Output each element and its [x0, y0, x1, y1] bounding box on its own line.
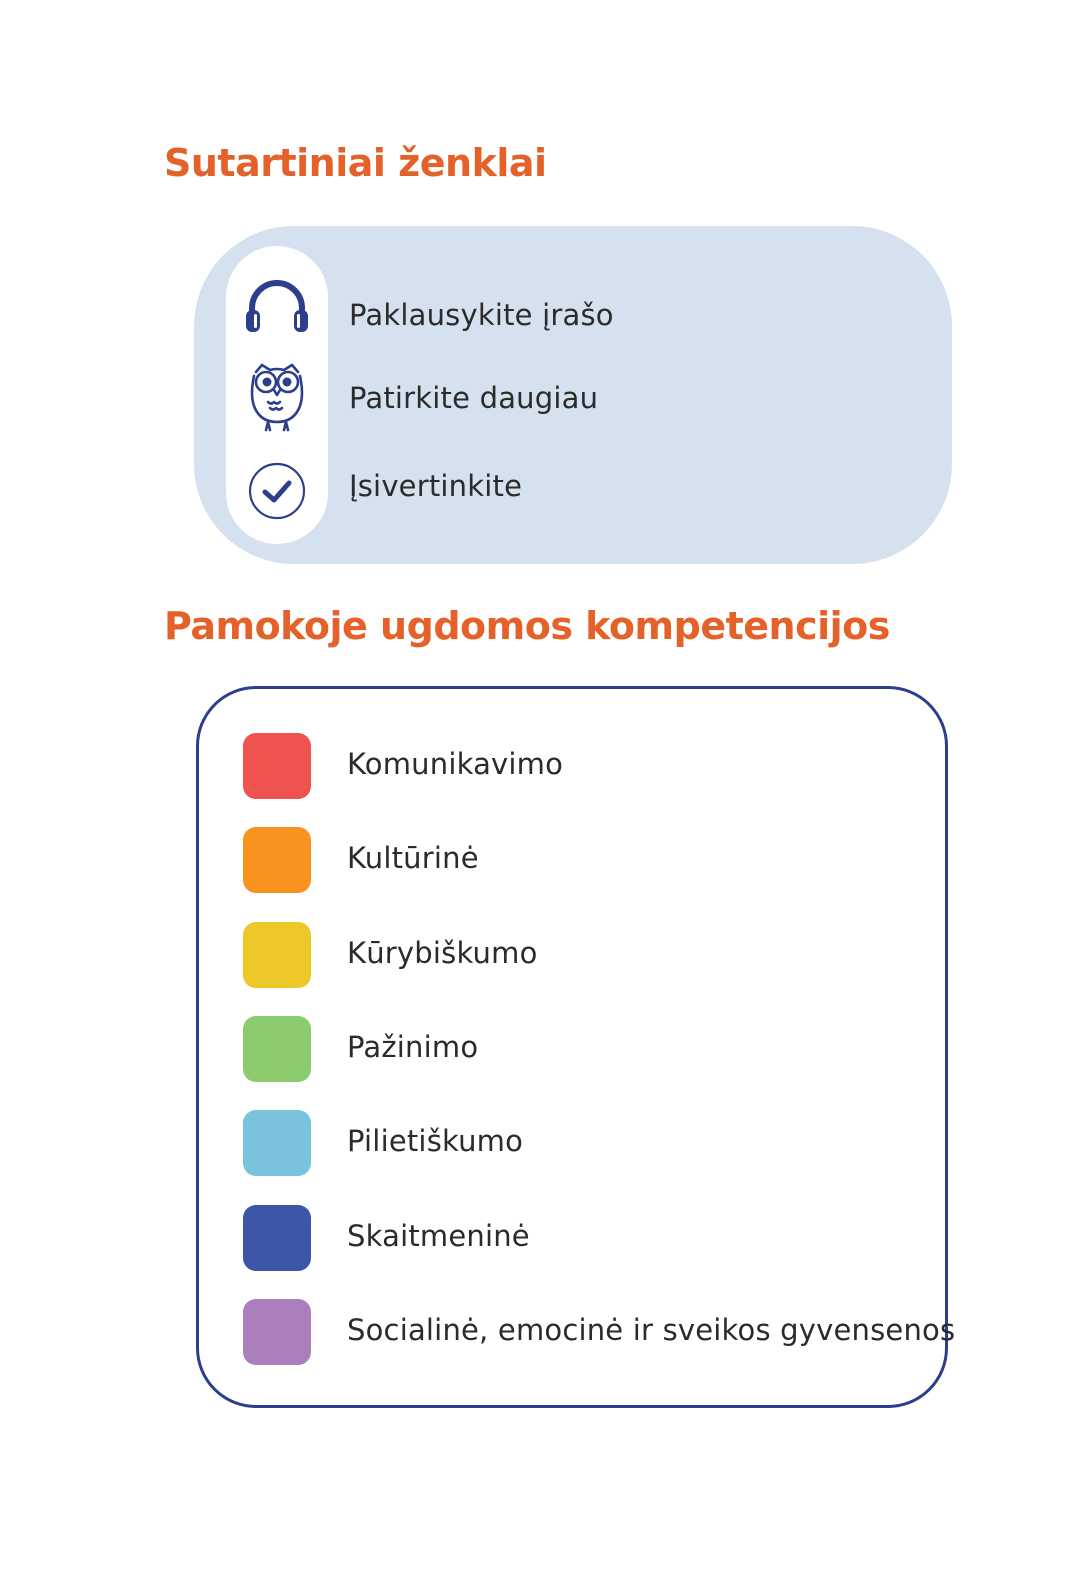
list-item [243, 1299, 956, 1367]
color-swatch [243, 1110, 311, 1176]
color-swatch [243, 1299, 311, 1365]
list-item [243, 922, 923, 990]
competency-label: Skaitmeninė [347, 1219, 530, 1253]
icon-strip [226, 246, 328, 544]
symbols-legend [194, 226, 952, 564]
color-swatch [243, 1016, 311, 1082]
color-swatch [243, 733, 311, 799]
list-item [243, 1205, 923, 1273]
competencies-frame [196, 686, 956, 1408]
owl-icon [242, 360, 312, 434]
checkmark-circle-icon [242, 456, 312, 526]
legend-label-self-assess: Įsivertinkite [349, 469, 523, 503]
section-title-symbols: Sutartiniai ženklai [164, 141, 547, 185]
section-title-competencies: Pamokoje ugdomos kompetencijos [164, 604, 890, 648]
list-item [243, 1110, 923, 1178]
competency-label: Pilietiškumo [347, 1124, 524, 1158]
legend-label-listen: Paklausykite įrašo [349, 298, 614, 332]
list-item [243, 1016, 923, 1084]
color-swatch [243, 827, 311, 893]
list-item [243, 827, 923, 895]
competency-label: Kultūrinė [347, 841, 479, 875]
competency-label: Komunikavimo [347, 747, 564, 781]
competency-label: Kūrybiškumo [347, 936, 538, 970]
legend-label-learn-more: Patirkite daugiau [349, 381, 599, 415]
color-swatch [243, 922, 311, 988]
competency-label: Pažinimo [347, 1030, 479, 1064]
color-swatch [243, 1205, 311, 1271]
list-item [243, 733, 923, 801]
headphones-icon [242, 274, 312, 338]
competency-label: Socialinė, emocinė ir sveikos gyvensenos [347, 1313, 956, 1347]
